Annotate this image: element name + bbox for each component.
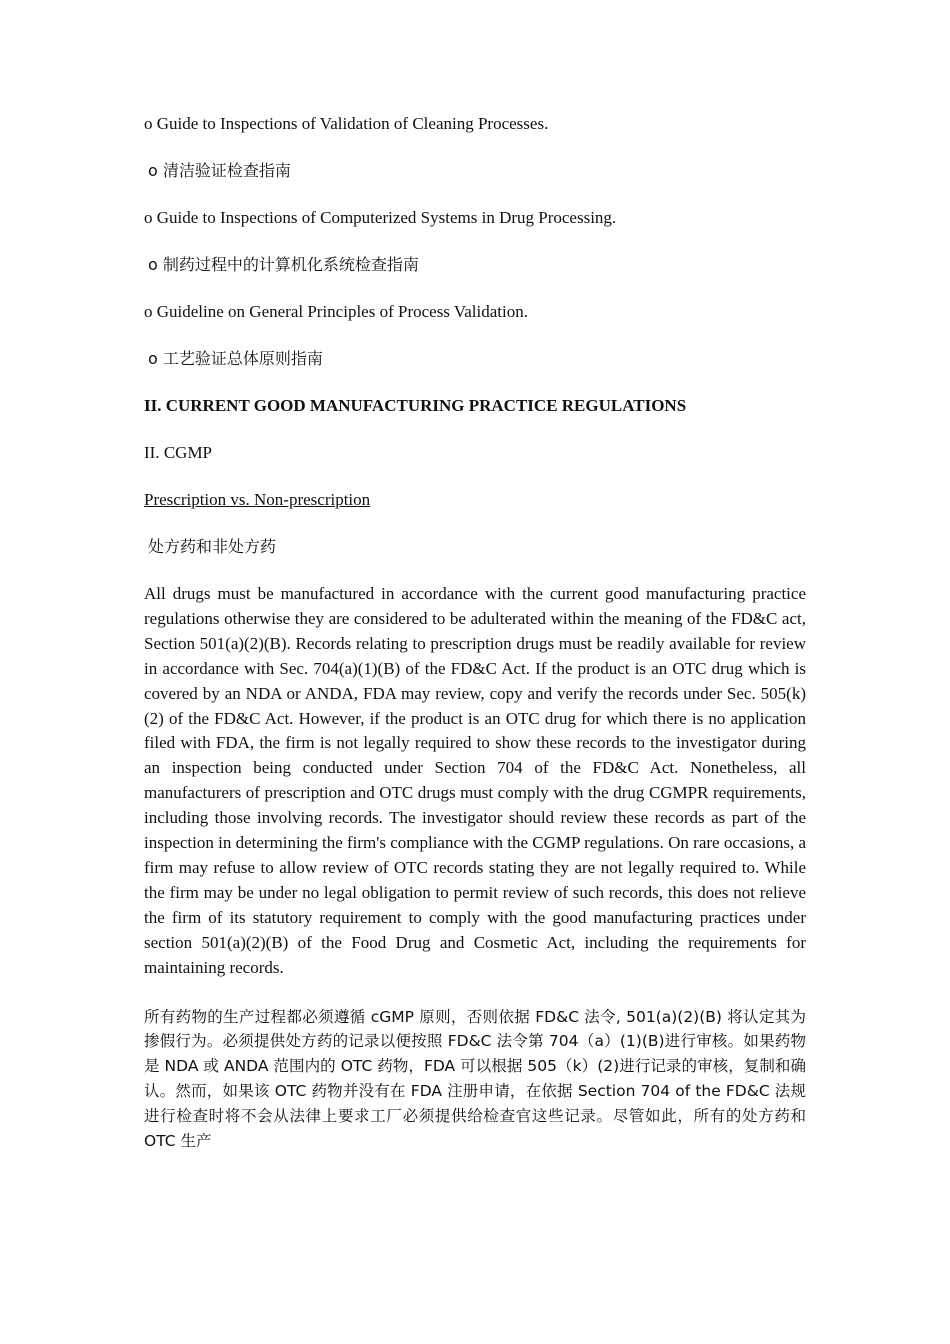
list-item-zh-process-validation: o 工艺验证总体原则指南 <box>148 349 323 368</box>
list-item-en-computerized: o Guide to Inspections of Computerized Systems in Drug Processing. <box>144 208 617 227</box>
body-paragraph-zh: 所有药物的生产过程都必须遵循 cGMP 原则，否则依据 FD&C 法令, 501(a)(2)(B) 将认定其为掺假行为。必须提供处方药的记录以便按照 FD&C 法令第 704（a）(1)(B)进行审核。如果药物是 NDA 或 ANDA 范围内的 OTC 药物，FDA 可以根据 505（k）(2)进行记录的审核，复制和确认。然而，如果该 OTC 药物并没有在 FDA 注册申请，在依据 Section 704 of the FD&C 法规进行检查时将不会从法律上要求工厂必须提供给检查官这些记录。尽管如此，所有的处方药和 OTC 生产 <box>144 1007 806 1151</box>
list-item-en-cleaning: o Guide to Inspections of Validation of Cleaning Processes. <box>144 114 549 133</box>
section-heading: II. CURRENT GOOD MANUFACTURING PRACTICE REGULATIONS <box>144 396 687 415</box>
subheading-zh: 处方药和非处方药 <box>148 537 277 556</box>
subheading: Prescription vs. Non-prescription <box>144 490 371 509</box>
list-item-zh-computerized: o 制药过程中的计算机化系统检查指南 <box>148 255 419 274</box>
list-item-zh-cleaning: o 清洁验证检查指南 <box>148 161 291 180</box>
document-page <box>144 112 806 1154</box>
list-item-en-process-validation: o Guideline on General Principles of Process Validation. <box>144 302 528 321</box>
body-paragraph-en: All drugs must be manufactured in accordance with the current good manufacturing practice regulations otherwise they are considered to be adulterated within the meaning of the FD&C act, Section 501(a)(2)(B). Records relating to prescription drugs must be readily available for review in accordance with Sec. 704(a)(1)(B) of the FD&C Act. If the product is an OTC drug which is covered by an NDA or ANDA, FDA may review, copy and verify the records under Sec. 505(k)(2) of the FD&C Act. However, if the product is an OTC drug for which there is no application filed with FDA, the firm is not legally required to show these records to the investigator during an inspection being conducted under Section 704 of the FD&C Act. Nonetheless, all manufacturers of prescription and OTC drugs must comply with the drug CGMPR requirements, including those involving records. The investigator should review these records as part of the inspection in determining the firm's compliance with the CGMP regulations. On rare occasions, a firm may refuse to allow review of OTC records stating they are not legally required to. While the firm may be under no legal obligation to permit review of such records, this does not relieve the firm of its statutory requirement to comply with the good manufacturing practices under section 501(a)(2)(B) of the Food Drug and Cosmetic Act, including the requirements for maintaining records. <box>144 584 806 977</box>
section-heading-zh: II. CGMP <box>144 443 213 462</box>
